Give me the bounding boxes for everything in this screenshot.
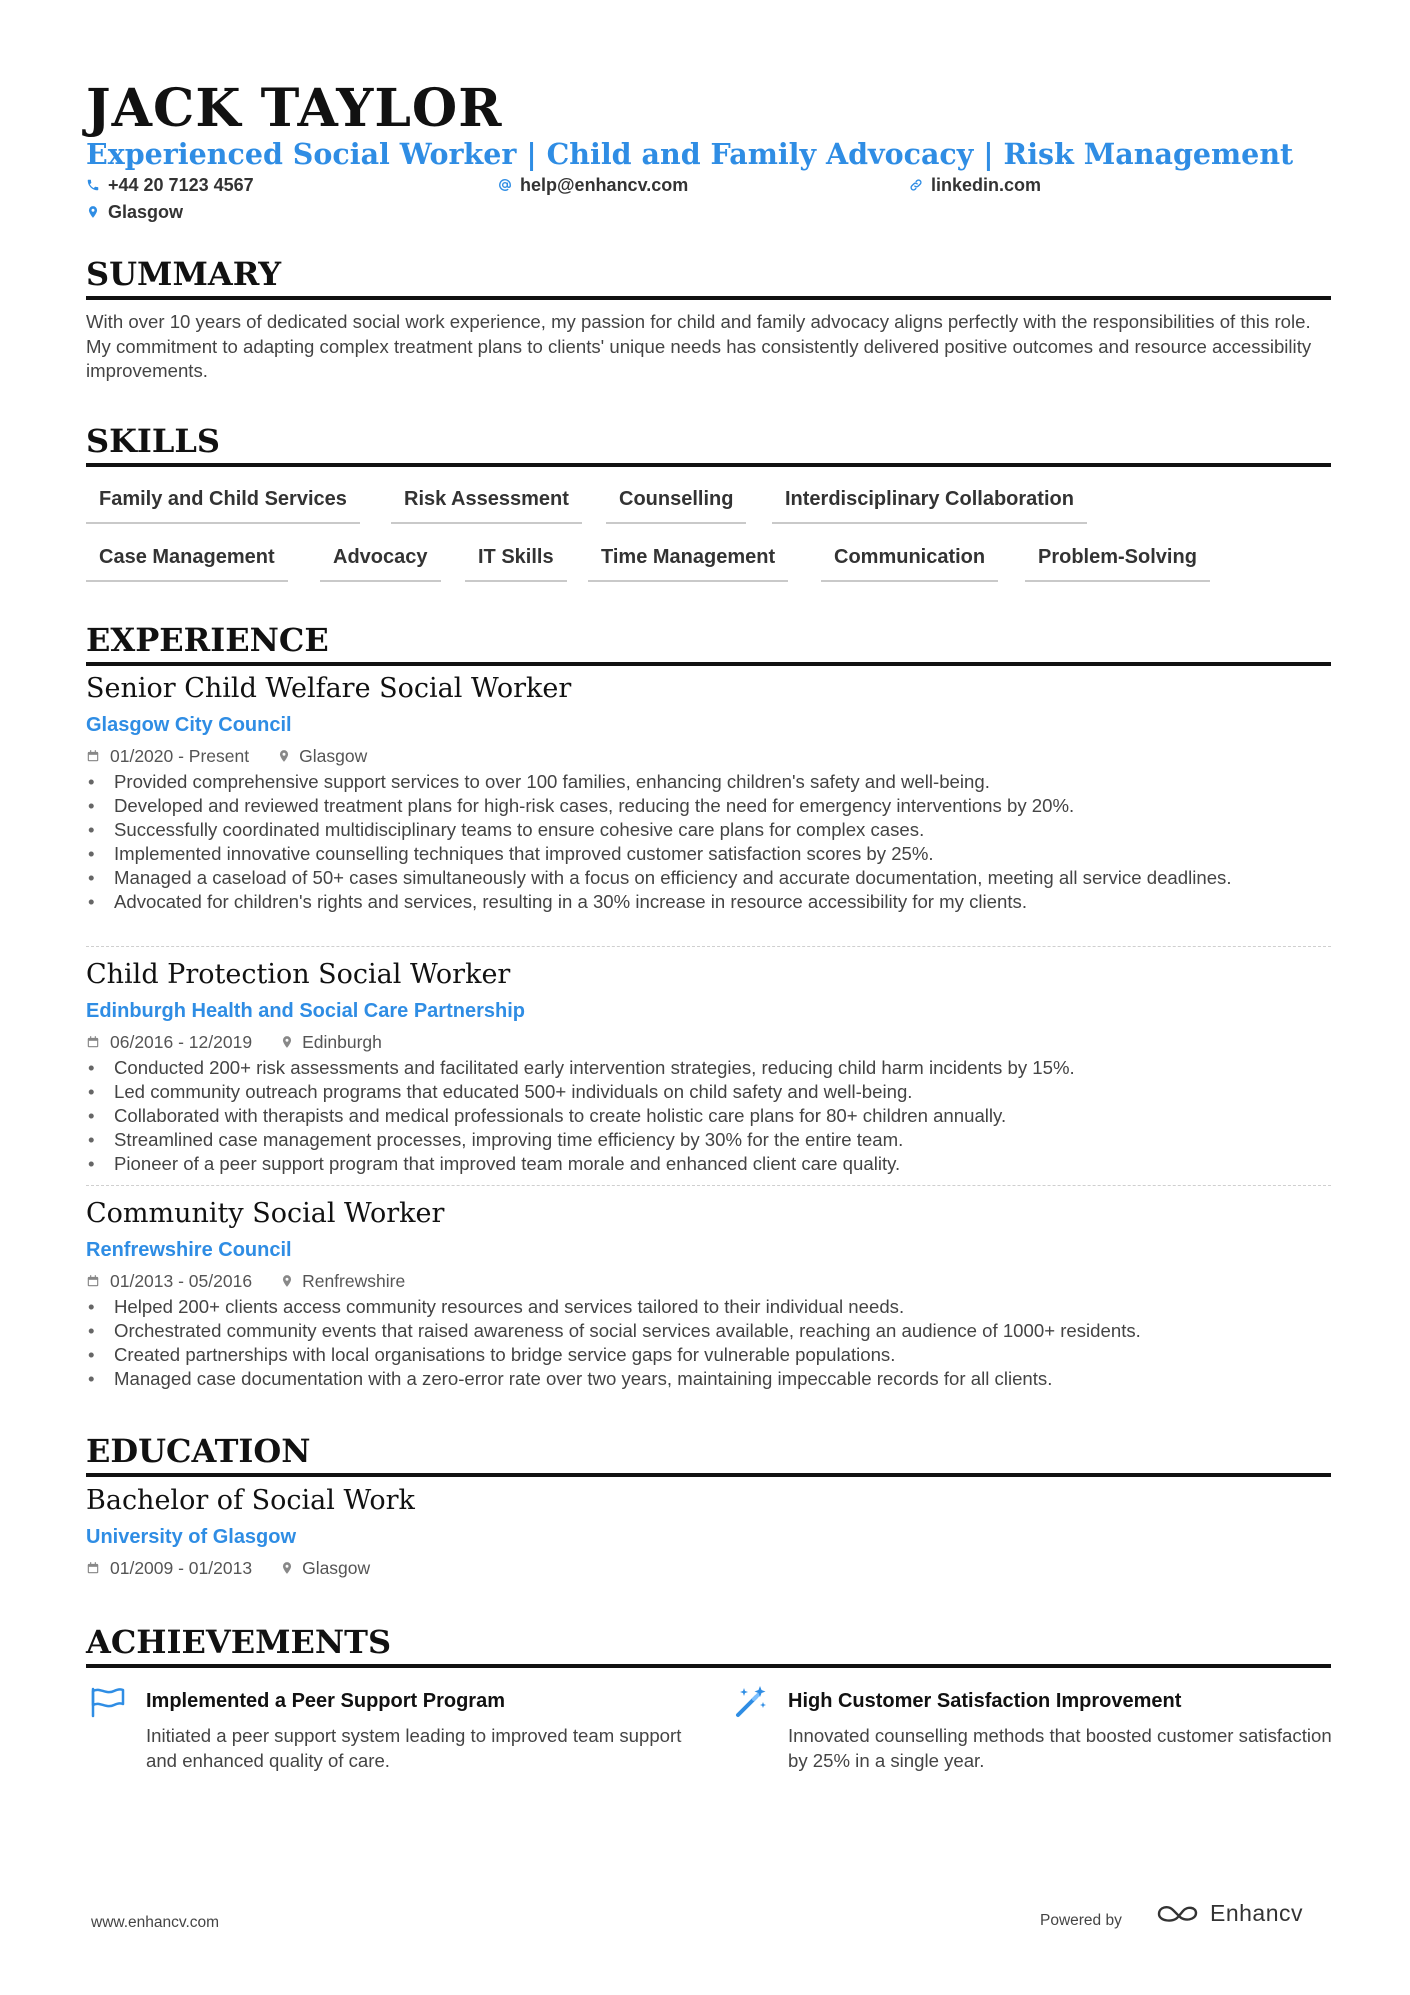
location-pin-icon	[280, 1274, 294, 1288]
at-icon	[498, 178, 512, 192]
list-item: • Conducted 200+ risk assessments and facilitated early intervention strategies, reducing child harm incidents by 15%.	[86, 1056, 1331, 1080]
contact-email[interactable]	[498, 174, 688, 196]
education-meta	[86, 1557, 370, 1579]
divider	[86, 1185, 1331, 1186]
job-meta	[86, 1031, 382, 1053]
email-text: help@enhancv.com	[520, 175, 689, 195]
job-dates: 01/2020 - Present	[110, 746, 250, 766]
job-title: Child Protection Social Worker	[86, 959, 511, 990]
divider	[86, 946, 1331, 947]
achievement-desc: Innovated counselling methods that boosted customer satisfaction by 25% in a single year.	[788, 1725, 1332, 1771]
degree-title: Bachelor of Social Work	[86, 1485, 415, 1516]
job-title: Community Social Worker	[86, 1198, 445, 1229]
location-pin-icon	[280, 1035, 294, 1049]
candidate-name: JACK TAYLOR	[86, 78, 503, 139]
skill-tag: Case Management	[86, 544, 288, 582]
calendar-icon	[86, 749, 100, 763]
list-item: • Orchestrated community events that raised awareness of social services available, reaching an audience of 1000+ residents.	[86, 1319, 1331, 1343]
job-dates: 01/2013 - 05/2016	[110, 1271, 253, 1291]
job-bullets	[86, 1056, 1331, 1176]
skill-tag: Risk Assessment	[391, 486, 582, 524]
skill-tag: Counselling	[606, 486, 746, 524]
company-name: Edinburgh Health and Social Care Partnership	[86, 1000, 525, 1022]
skill-tag: IT Skills	[465, 544, 567, 582]
list-item: • Collaborated with therapists and medical professionals to create holistic care plans for 80+ children annually.	[86, 1104, 1331, 1128]
job-location: Glasgow	[299, 746, 368, 766]
list-item: • Managed case documentation with a zero-error rate over two years, maintaining impeccable records for all clients.	[86, 1367, 1331, 1391]
job-dates: 06/2016 - 12/2019	[110, 1032, 253, 1052]
calendar-icon	[86, 1035, 100, 1049]
job-location: Renfrewshire	[302, 1271, 406, 1291]
contact-linkedin[interactable]	[909, 174, 1041, 196]
location-pin-icon	[280, 1561, 294, 1575]
achievement-title: Implemented a Peer Support Program	[146, 1690, 505, 1712]
phone-icon	[86, 178, 100, 192]
job-meta	[86, 745, 367, 767]
skill-tag: Family and Child Services	[86, 486, 360, 524]
skills-heading: SKILLS	[86, 421, 1331, 467]
contact-location	[86, 201, 183, 223]
list-item: • Helped 200+ clients access community resources and services tailored to their individual needs.	[86, 1295, 1331, 1319]
company-name: Glasgow City Council	[86, 714, 292, 736]
summary-text: With over 10 years of dedicated social work experience, my passion for child and family advocacy aligns perfectly with the responsibilities of this role. My commitment to adapting complex treatment plans to clients' unique needs has consistently delivered positive outcomes and resource accessibility improvements.	[86, 311, 1312, 381]
achievements-heading: ACHIEVEMENTS	[86, 1622, 1331, 1668]
list-item: • Provided comprehensive support services to over 100 families, enhancing children's safety and well-being.	[86, 770, 1331, 794]
flag-icon	[90, 1686, 126, 1718]
calendar-icon	[86, 1561, 100, 1575]
magic-wand-icon	[732, 1684, 768, 1720]
location-text: Glasgow	[108, 202, 184, 222]
location-pin-icon	[86, 205, 100, 219]
list-item: • Created partnerships with local organisations to bridge service gaps for vulnerable populations.	[86, 1343, 1331, 1367]
list-item: • Led community outreach programs that educated 500+ individuals on child safety and well-being.	[86, 1080, 1331, 1104]
list-item: • Developed and reviewed treatment plans for high-risk cases, reducing the need for emergency interventions by 20%.	[86, 794, 1331, 818]
skill-tag: Time Management	[588, 544, 788, 582]
achievement-desc: Initiated a peer support system leading to improved team support and enhanced quality of care.	[146, 1725, 682, 1771]
education-heading: EDUCATION	[86, 1431, 1331, 1477]
contact-phone[interactable]	[86, 174, 254, 196]
list-item: • Streamlined case management processes, improving time efficiency by 30% for the entire team.	[86, 1128, 1331, 1152]
linkedin-text: linkedin.com	[931, 175, 1042, 195]
company-name: Renfrewshire Council	[86, 1239, 292, 1261]
list-item: • Successfully coordinated multidisciplinary teams to ensure cohesive care plans for complex cases.	[86, 818, 1331, 842]
skill-tag: Interdisciplinary Collaboration	[772, 486, 1087, 524]
achievement-title: High Customer Satisfaction Improvement	[788, 1690, 1182, 1712]
enhancv-logo[interactable]	[1156, 1900, 1303, 1927]
job-title: Senior Child Welfare Social Worker	[86, 673, 572, 704]
skill-tag: Problem-Solving	[1025, 544, 1210, 582]
job-meta	[86, 1270, 405, 1292]
footer-website[interactable]: www.enhancv.com	[91, 1914, 220, 1931]
brand-name: Enhancv	[1210, 1900, 1304, 1926]
education-location: Glasgow	[302, 1558, 371, 1578]
headline: Experienced Social Worker | Child and Family Advocacy | Risk Management	[86, 137, 1294, 171]
list-item: • Implemented innovative counselling techniques that improved customer satisfaction scores by 25%.	[86, 842, 1331, 866]
calendar-icon	[86, 1274, 100, 1288]
school-name: University of Glasgow	[86, 1526, 297, 1548]
experience-heading: EXPERIENCE	[86, 620, 1331, 666]
location-pin-icon	[277, 749, 291, 763]
job-location: Edinburgh	[302, 1032, 382, 1052]
link-icon	[909, 178, 923, 192]
footer-powered-by: Powered by	[1040, 1912, 1122, 1929]
list-item: • Advocated for children's rights and services, resulting in a 30% increase in resource accessibility for my clients.	[86, 890, 1331, 914]
list-item: • Pioneer of a peer support program that improved team morale and enhanced client care quality.	[86, 1152, 1331, 1176]
education-dates: 01/2009 - 01/2013	[110, 1558, 253, 1578]
job-bullets	[86, 1295, 1331, 1391]
enhancv-logo-icon	[1156, 1901, 1202, 1927]
summary-heading: SUMMARY	[86, 254, 1331, 300]
skill-tag: Communication	[821, 544, 998, 582]
job-bullets	[86, 770, 1331, 914]
phone-text: +44 20 7123 4567	[108, 175, 254, 195]
list-item: • Managed a caseload of 50+ cases simultaneously with a focus on efficiency and accurate documentation, meeting all service deadlines.	[86, 866, 1331, 890]
skill-tag: Advocacy	[320, 544, 441, 582]
